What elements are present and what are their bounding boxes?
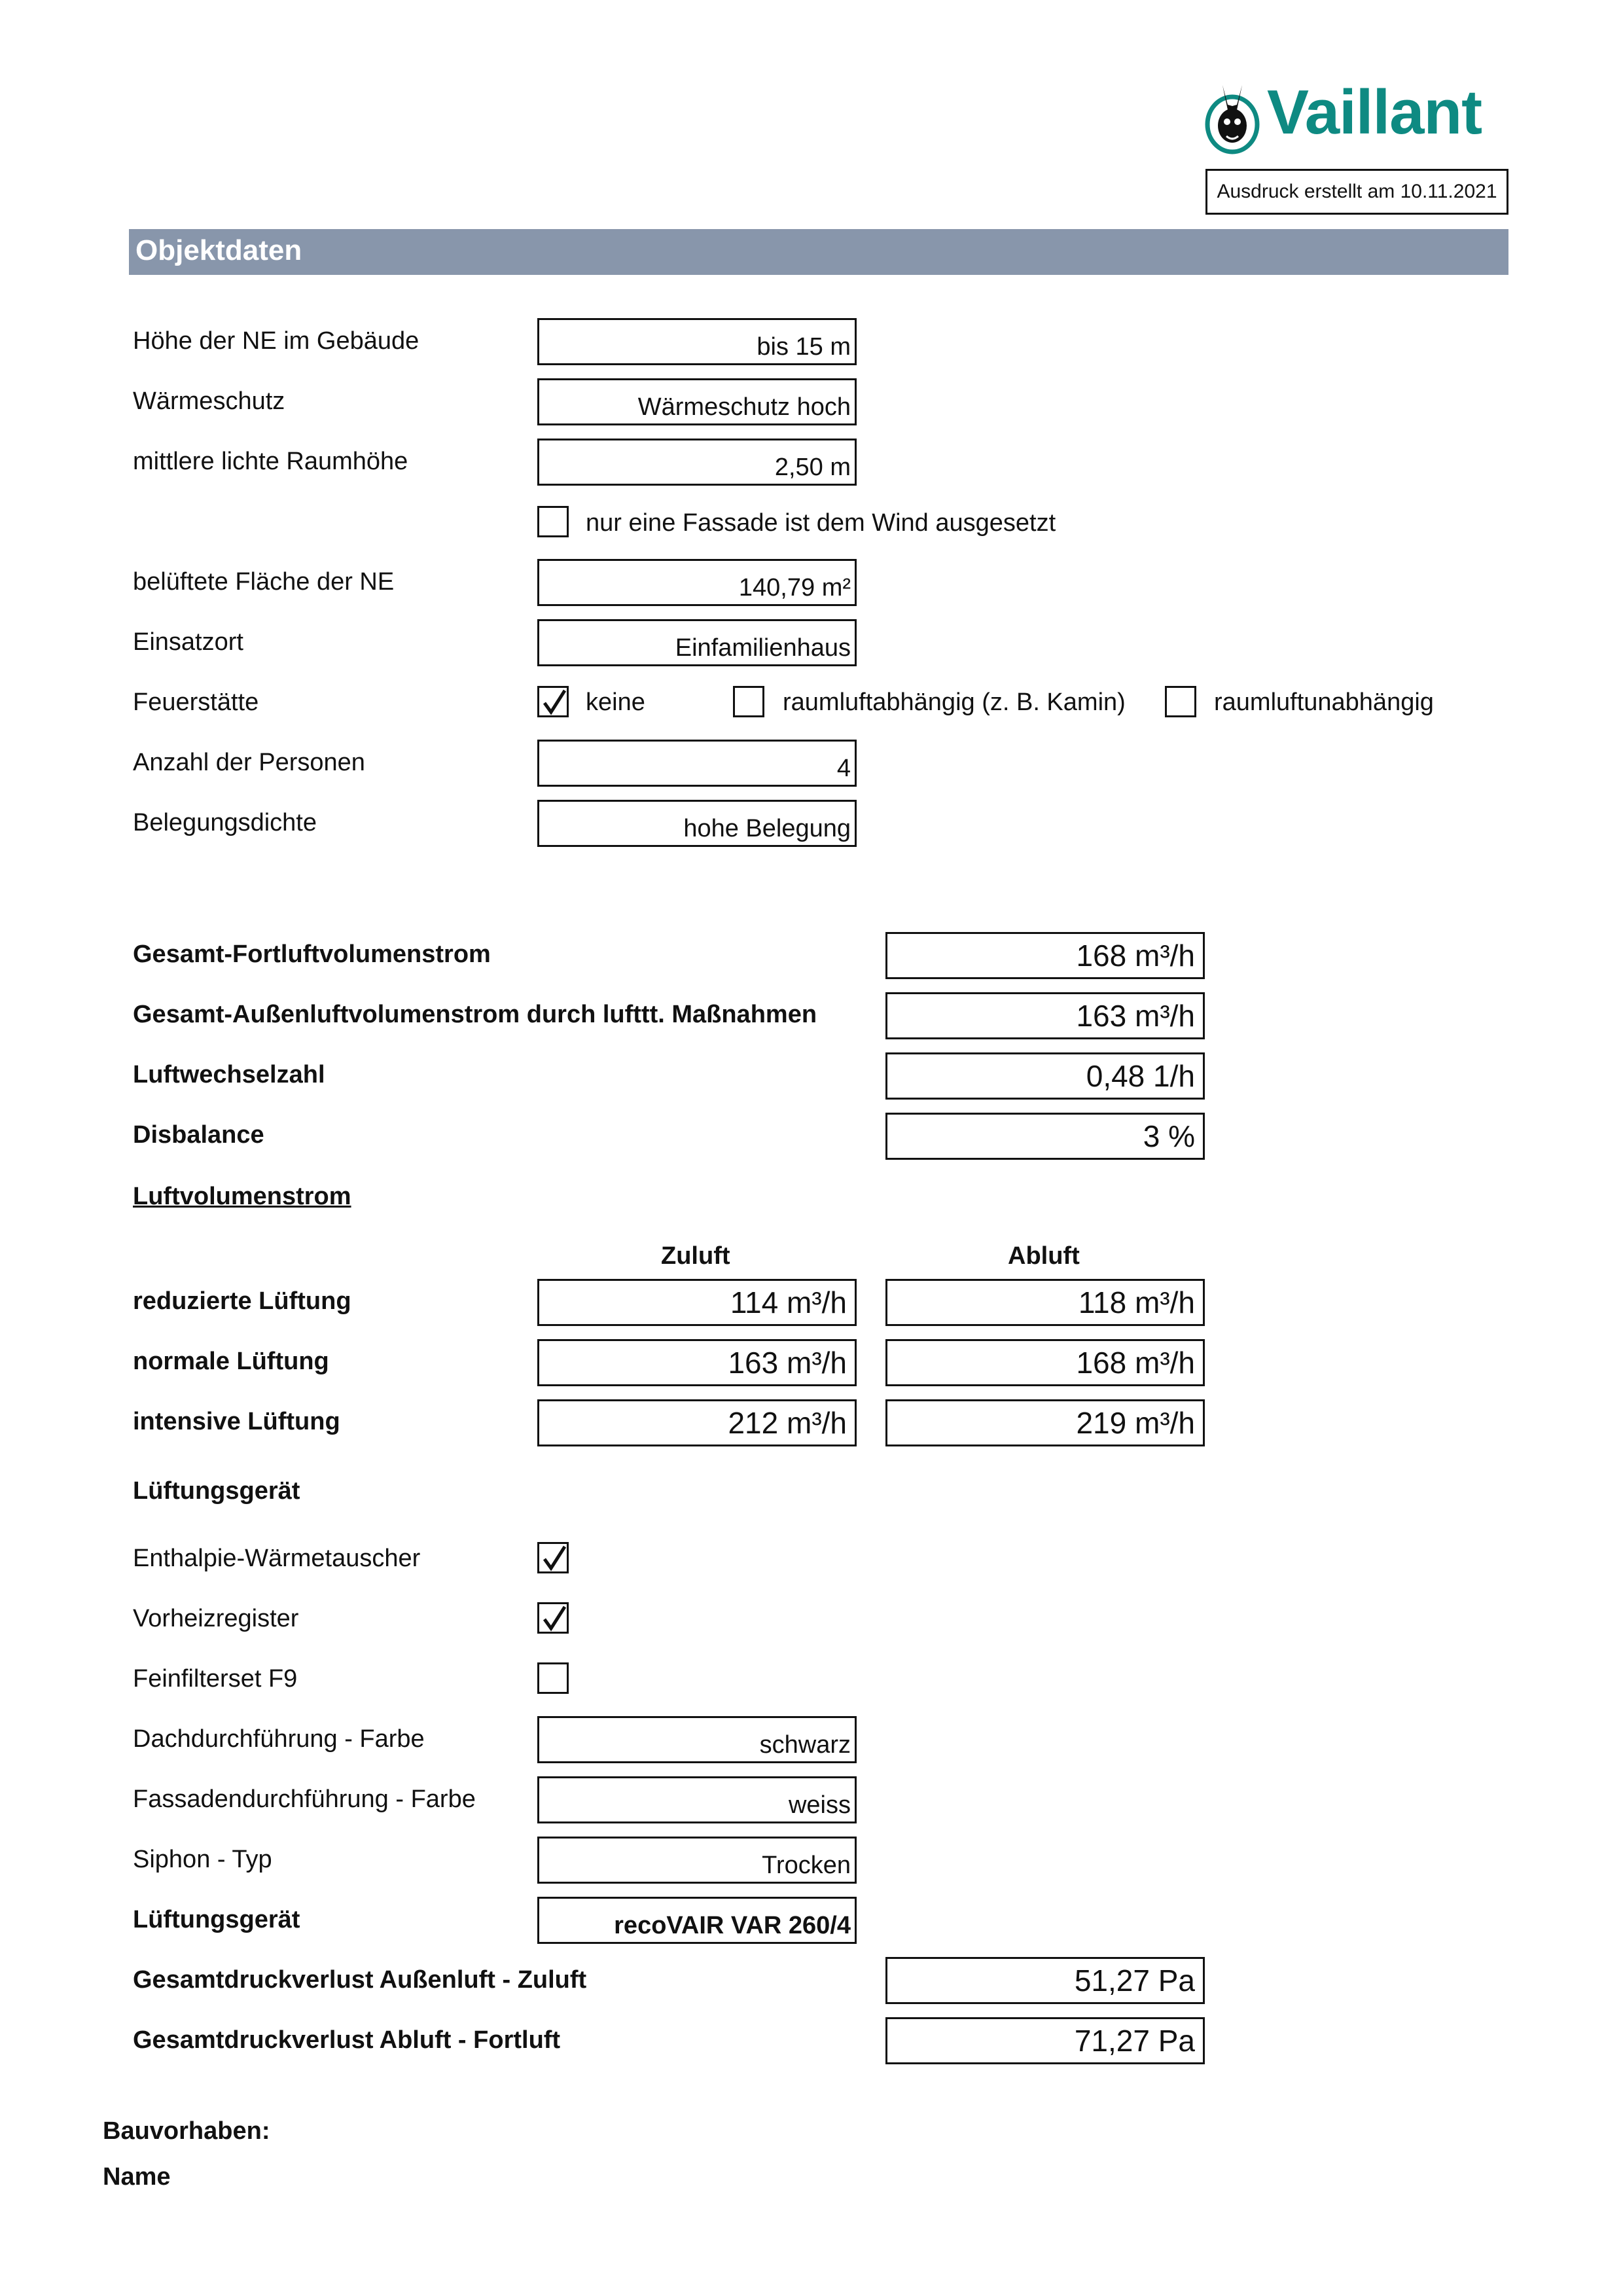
label-raumhoehe: mittlere lichte Raumhöhe bbox=[133, 448, 408, 475]
value-druck-abluft: 71,27 Pa bbox=[885, 2017, 1205, 2064]
abluft-normal: 168 m³/h bbox=[885, 1339, 1205, 1386]
label-feinfilter: Feinfilterset F9 bbox=[133, 1665, 298, 1693]
checkbox-feuer-raumluftunabhaengig[interactable] bbox=[1165, 686, 1196, 717]
label-enthalpie: Enthalpie-Wärmetauscher bbox=[133, 1545, 421, 1572]
label-feuer-raumluftabhaengig: raumluftabhängig (z. B. Kamin) bbox=[783, 689, 1126, 716]
section-title: Objektdaten bbox=[135, 234, 302, 266]
label-flaeche: belüftete Fläche der NE bbox=[133, 568, 395, 596]
geraet-title: Lüftungsgerät bbox=[133, 1477, 300, 1505]
col-abluft: Abluft bbox=[1008, 1242, 1080, 1270]
zuluft-intensiv: 212 m³/h bbox=[537, 1399, 857, 1446]
label-modell: Lüftungsgerät bbox=[133, 1906, 300, 1933]
label-siphon: Siphon - Typ bbox=[133, 1846, 272, 1873]
abluft-intensiv: 219 m³/h bbox=[885, 1399, 1205, 1446]
zuluft-normal: 163 m³/h bbox=[537, 1339, 857, 1386]
check-icon bbox=[541, 1605, 567, 1632]
value-aussenluft: 163 m³/h bbox=[885, 992, 1205, 1039]
check-icon bbox=[541, 1545, 567, 1572]
value-fortluft: 168 m³/h bbox=[885, 932, 1205, 979]
value-luftwechsel: 0,48 1/h bbox=[885, 1052, 1205, 1100]
field-flaeche[interactable]: 140,79 m² bbox=[537, 559, 857, 606]
field-belegung[interactable]: hohe Belegung bbox=[537, 800, 857, 847]
section-header bbox=[129, 229, 1508, 275]
label-intensiv: intensive Lüftung bbox=[133, 1408, 340, 1435]
label-druck-zuluft: Gesamtdruckverlust Außenluft - Zuluft bbox=[133, 1966, 587, 1994]
label-hoehe: Höhe der NE im Gebäude bbox=[133, 327, 419, 355]
checkbox-fassade[interactable] bbox=[537, 506, 569, 537]
field-raumhoehe[interactable]: 2,50 m bbox=[537, 439, 857, 486]
label-personen: Anzahl der Personen bbox=[133, 749, 365, 776]
label-druck-abluft: Gesamtdruckverlust Abluft - Fortluft bbox=[133, 2026, 561, 2054]
label-fassadendurchfuehrung: Fassadendurchführung - Farbe bbox=[133, 1785, 476, 1813]
field-personen[interactable]: 4 bbox=[537, 740, 857, 787]
print-date: Ausdruck erstellt am 10.11.2021 bbox=[1205, 169, 1508, 215]
label-fassade: nur eine Fassade ist dem Wind ausgesetzt bbox=[586, 509, 1056, 537]
field-fassadendurchfuehrung[interactable]: weiss bbox=[537, 1776, 857, 1823]
value-druck-zuluft: 51,27 Pa bbox=[885, 1957, 1205, 2004]
label-feuer-keine: keine bbox=[586, 689, 645, 716]
field-einsatzort[interactable]: Einfamilienhaus bbox=[537, 619, 857, 666]
label-disbalance: Disbalance bbox=[133, 1121, 264, 1149]
label-dach: Dachdurchführung - Farbe bbox=[133, 1725, 425, 1753]
field-siphon[interactable]: Trocken bbox=[537, 1837, 857, 1884]
brand-name: Vaillant bbox=[1267, 77, 1482, 147]
footer-name: Name bbox=[103, 2163, 171, 2191]
field-dach[interactable]: schwarz bbox=[537, 1716, 857, 1763]
checkbox-enthalpie[interactable] bbox=[537, 1542, 569, 1573]
field-waermeschutz[interactable]: Wärmeschutz hoch bbox=[537, 378, 857, 425]
label-waermeschutz: Wärmeschutz bbox=[133, 387, 285, 415]
checkbox-vorheiz[interactable] bbox=[537, 1602, 569, 1634]
label-feuer-raumluftunabhaengig: raumluftunabhängig bbox=[1214, 689, 1434, 716]
label-vorheiz: Vorheizregister bbox=[133, 1605, 299, 1632]
label-einsatzort: Einsatzort bbox=[133, 628, 243, 656]
checkbox-feinfilter[interactable] bbox=[537, 1662, 569, 1694]
abluft-reduziert: 118 m³/h bbox=[885, 1279, 1205, 1326]
label-aussenluft: Gesamt-Außenluftvolumenstrom durch lufttt. Maßnahmen bbox=[133, 1001, 817, 1028]
value-disbalance: 3 % bbox=[885, 1113, 1205, 1160]
vaillant-logo bbox=[1203, 79, 1491, 157]
label-fortluft: Gesamt-Fortluftvolumenstrom bbox=[133, 941, 491, 968]
checkbox-feuer-keine[interactable] bbox=[537, 686, 569, 717]
label-reduziert: reduzierte Lüftung bbox=[133, 1287, 351, 1315]
label-luftwechsel: Luftwechselzahl bbox=[133, 1061, 325, 1088]
luftvolumenstrom-title: Luftvolumenstrom bbox=[133, 1183, 351, 1210]
label-normal: normale Lüftung bbox=[133, 1348, 329, 1375]
vaillant-hare-icon bbox=[1203, 79, 1262, 157]
col-zuluft: Zuluft bbox=[661, 1242, 730, 1270]
label-belegung: Belegungsdichte bbox=[133, 809, 317, 836]
zuluft-reduziert: 114 m³/h bbox=[537, 1279, 857, 1326]
label-feuerstaette: Feuerstätte bbox=[133, 689, 259, 716]
footer-bauvorhaben: Bauvorhaben: bbox=[103, 2117, 270, 2145]
checkbox-feuer-raumluftabhaengig[interactable] bbox=[733, 686, 764, 717]
field-hoehe[interactable]: bis 15 m bbox=[537, 318, 857, 365]
check-icon bbox=[541, 689, 567, 716]
field-modell[interactable]: recoVAIR VAR 260/4 bbox=[537, 1897, 857, 1944]
